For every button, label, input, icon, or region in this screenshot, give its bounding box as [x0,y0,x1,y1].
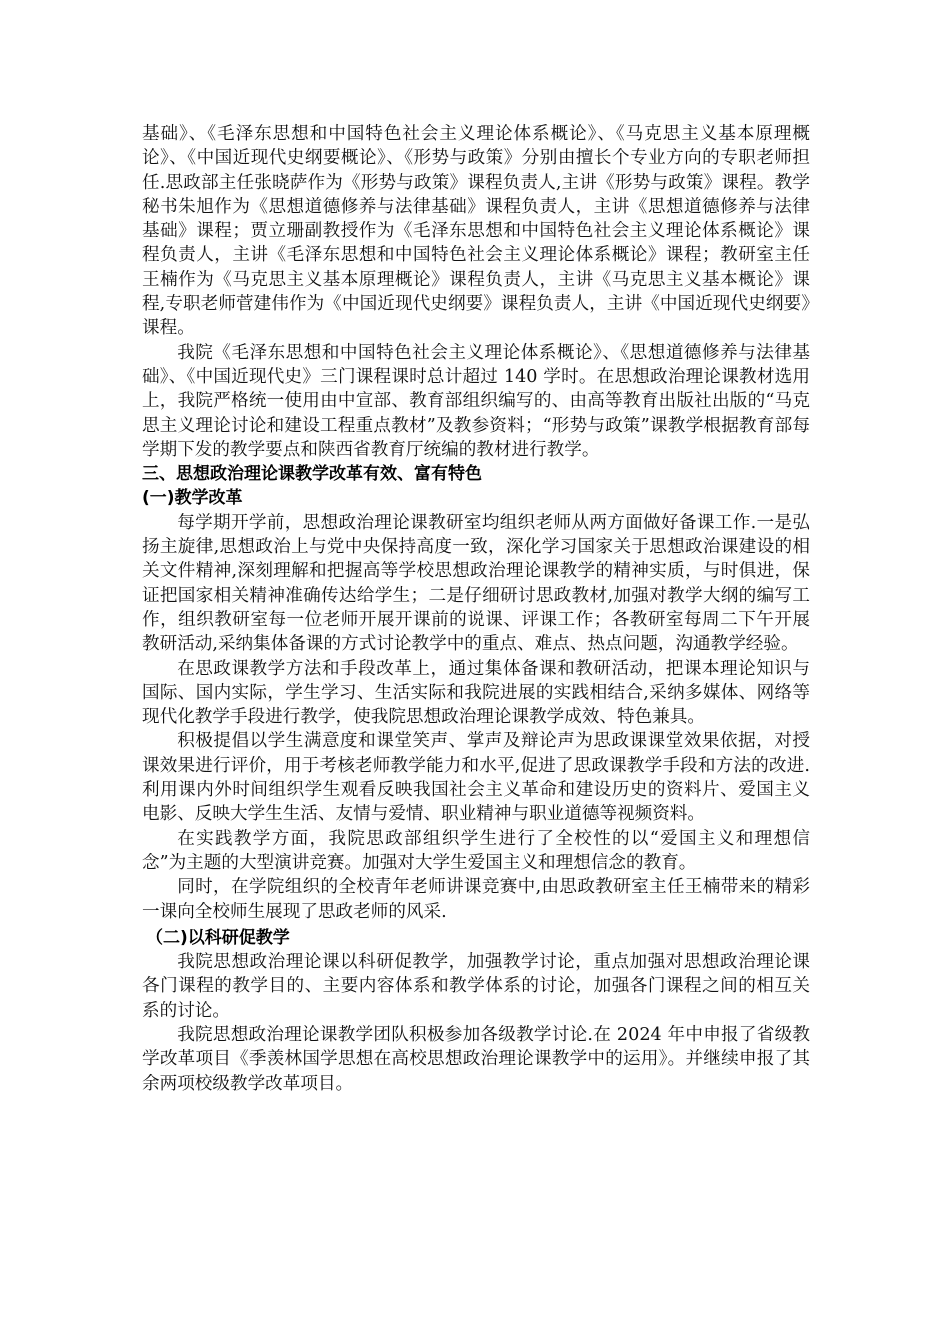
section-heading-teaching-reform: 三、思想政治理论课教学改革有效、富有特色 [142,464,482,485]
paragraph-practice-teaching: 在实践教学方面，我院思政部组织学生进行了全校性的以“爱国主义和理想信念”为主题的大型演讲竞赛。加强对大学生爱国主义和理想信念的教育。 [142,828,810,873]
subheading-teaching-reform: (一)教学改革 [142,488,243,509]
subheading-research-promotes-teaching: （二)以科研促教学 [146,927,290,948]
paragraph-textbooks: 我院《毛泽东思想和中国特色社会主义理论体系概论》、《思想道德修养与法律基础》、《中国近现代史》三门课程课时总计超过 140 学时。在思想政治理论课教材选用上，我院严格统一使用由中宣部、教育部组织编写的、由高等教育出版社出版的“马克思主义理论讨论和建设工程重点教材”及教参资料；“形势与政策”课教学根据教育部每学期下发的教学要点和陕西省教育厅统编的教材进行教学。 [142,342,810,460]
paragraph-lesson-preparation: 每学期开学前，思想政治理论课教研室均组织老师从两方面做好备课工作.一是弘扬主旋律,思想政治上与党中央保持高度一致，深化学习国家关于思想政治课建设的相关文件精神,深刻理解和把握高等学校思想政治理论课教学的精神实质，与时俱进，保证把国家相关精神准确传达给学生；二是仔细研讨思政教材,加强对教学大纲的编写工作，组织教研室每一位老师开展开课前的说课、评课工作；各教研室每周二下午开展教研活动,采纳集体备课的方式讨论教学中的重点、难点、热点问题，沟通教学经验。 [142,512,810,655]
paragraph-teaching-methods: 在思政课教学方法和手段改革上，通过集体备课和教研活动，把课本理论知识与国际、国内实际，学生学习、生活实际和我院进展的实践相结合,采纳多媒体、网络等现代化教学手段进行教学，使我院思想政治理论课教学成效、特色兼具。 [142,658,810,728]
paragraph-evaluation: 积极提倡以学生满意度和课堂笑声、掌声及辩论声为思政课课堂效果依据，对授课效果进行评价，用于考核老师教学能力和水平,促进了思政课教学手段和方法的改进.利用课内外时间组织学生观看反映我国社会主义革命和建设历史的资料片、爱国主义电影、反映大学生生活、友情与爱情、职业精神与职业道德等视频资料。 [142,731,810,825]
document-page [142,122,810,1096]
paragraph-teacher-competition: 同时，在学院组织的全校青年老师讲课竞赛中,由思政教研室主任王楠带来的精彩一课向全校师生展现了思政老师的风采. [142,877,810,922]
paragraph-research-discussion: 我院思想政治理论课以科研促教学，加强教学讨论，重点加强对思想政治理论课各门课程的教学目的、主要内容体系和教学体系的讨论，加强各门课程之间的相互关系的讨论。 [142,952,810,1021]
paragraph-reform-projects: 我院思想政治理论课教学团队积极参加各级教学讨论.在 2024 年中申报了省级教学改革项目《季羡林国学思想在高校思想政治理论课教学中的运用》。并继续申报了其余两项校级教学改革项目。 [142,1024,810,1094]
paragraph-course-assignments: 基础》、《毛泽东思想和中国特色社会主义理论体系概论》、《马克思主义基本原理概论》、《中国近现代史纲要概论》、《形势与政策》分别由擅长个专业方向的专职老师担任.思政部主任张晓萨作为《形势与政策》课程负责人,主讲《形势与政策》课程。教学秘书朱旭作为《思想道德修养与法律基础》课程负责人，主讲《思想道德修养与法律基础》课程；贾立珊副教授作为《毛泽东思想和中国特色社会主义理论体系概论》课程负责人，主讲《毛泽东思想和中国特色社会主义理论体系概论》课程；教研室主任王楠作为《马克思主义基本原理概论》课程负责人，主讲《马克思主义基本概论》课程,专职老师菅建伟作为《中国近现代史纲要》课程负责人，主讲《中国近现代史纲要》课程。 [142,124,810,339]
